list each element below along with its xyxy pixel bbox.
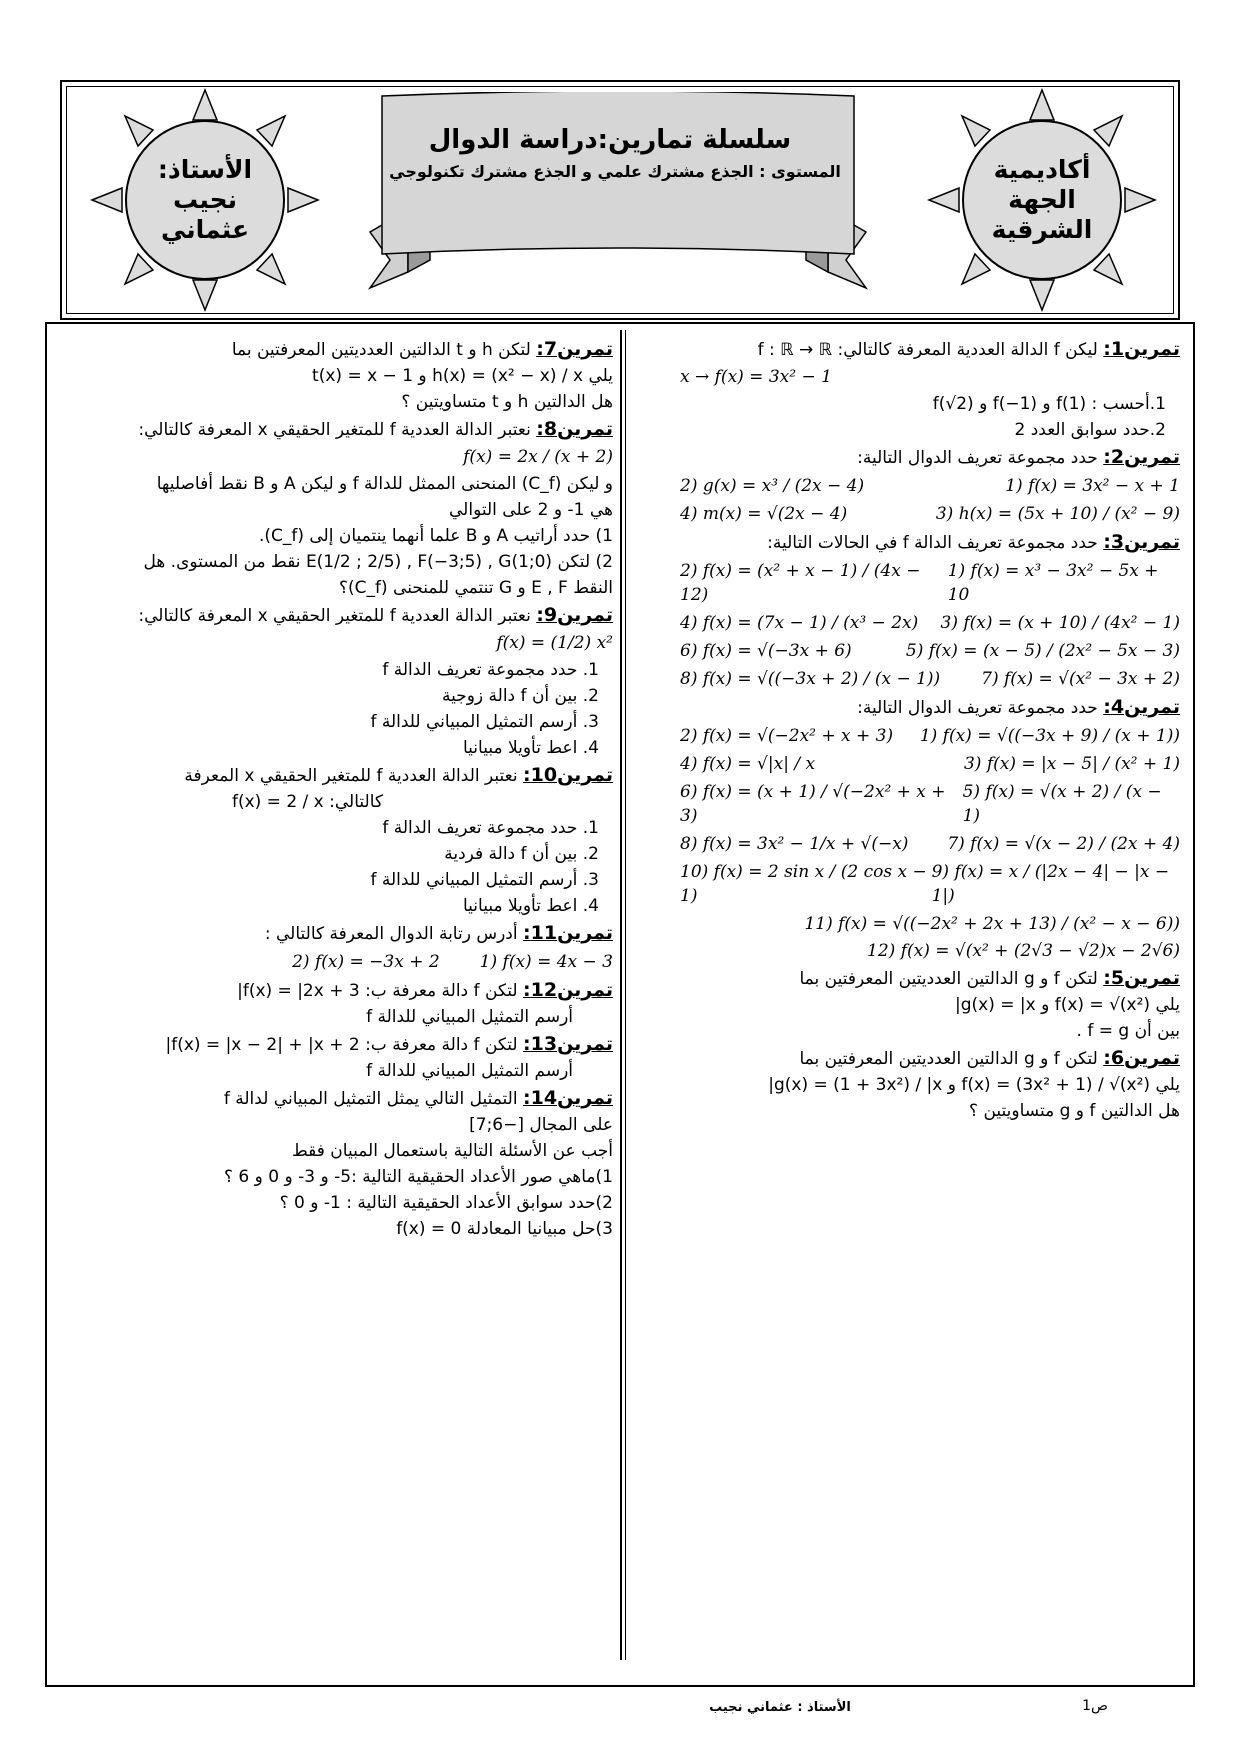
math-cell: 2) f(x) = √(−2x² + x + 3) xyxy=(680,726,894,746)
exercise-7 xyxy=(58,337,613,414)
question-item: 1)ماهي صور الأعداد الحقيقية التالية :5- و 3- و 0 و 6 ؟ xyxy=(223,1167,613,1187)
question-item: 1) حدد أراتيب A و B علما أنهما ينتميان إلى (C_f). xyxy=(258,526,613,546)
math-row xyxy=(680,832,1180,856)
exercise-text: ليكن f الدالة العددية المعرفة كالتالي: f : ℝ → ℝ xyxy=(757,340,1098,360)
scroll-banner xyxy=(368,92,868,292)
exercise-text: لتكن f و g الدالتين العدديتين المعرفتين بما xyxy=(799,969,1098,989)
question-item: 2.حدد سوابق العدد 2 xyxy=(1014,420,1166,440)
exercise-text: يلي h(x) = (x² − x) / x و t(x) = x − 1 xyxy=(312,366,613,386)
page-number: ص1 xyxy=(1082,1698,1108,1714)
math-cell: 7) f(x) = √(x − 2) / (2x + 4) xyxy=(947,834,1180,854)
academy-badge-line-1: أكاديمية xyxy=(993,155,1091,184)
left-column xyxy=(58,335,613,1244)
footer-teacher: الأستاذ : عثماني نجيب xyxy=(709,1700,851,1715)
math-cell: 5) f(x) = (x − 5) / (2x² − 5x − 3) xyxy=(905,641,1180,661)
question-item: 3. أرسم التمثيل المبياني للدالة f xyxy=(370,870,599,890)
exercise-title: تمرين1: xyxy=(1103,338,1180,360)
exercise-3 xyxy=(680,530,1180,691)
academy-badge-line-3: الشرقية xyxy=(991,215,1093,244)
exercise-text: حدد مجموعة تعريف الدالة f في الحالات التالية: xyxy=(767,533,1098,553)
math-cell: 5) f(x) = √(x + 2) / (x − 1) xyxy=(962,782,1162,826)
question-item: 2. بين أن f دالة فردية xyxy=(444,844,599,864)
column-divider xyxy=(620,330,622,1660)
exercise-title: تمرين5: xyxy=(1103,967,1180,989)
math-cell: 3) f(x) = (x + 10) / (4x² − 1) xyxy=(940,613,1180,633)
math-line: f(x) = 2x / (x + 2) xyxy=(463,447,613,467)
exercise-1 xyxy=(680,337,1180,442)
math-row xyxy=(680,780,1180,828)
exercise-text: أرسم التمثيل المبياني للدالة f xyxy=(366,1061,573,1081)
math-cell: 7) f(x) = √(x² − 3x + 2) xyxy=(981,669,1180,689)
exercise-text: بين أن f = g . xyxy=(1076,1021,1180,1041)
exercise-text: حدد مجموعة تعريف الدوال التالية: xyxy=(857,448,1098,468)
math-cell: 1) f(x) = x³ − 3x² − 5x + 10 xyxy=(947,561,1159,605)
exercise-text: لتكن f دالة معرفة ب: f(x) = |2x + 3| xyxy=(237,981,518,1001)
exercise-text: نعتبر الدالة العددية f للمتغير الحقيقي x المعرفة كالتالي: xyxy=(138,606,531,626)
exercise-title: تمرين11: xyxy=(523,922,613,944)
exercise-text: لتكن f دالة معرفة ب: f(x) = |x − 2| + |x + 2| xyxy=(165,1035,518,1055)
question-item: 1. حدد مجموعة تعريف الدالة f xyxy=(382,818,599,838)
exercise-5 xyxy=(680,966,1180,1043)
exercise-4 xyxy=(680,695,1180,963)
math-cell: 4) m(x) = √(2x − 4) xyxy=(680,504,848,524)
math-cell: 4) f(x) = √|x| / x xyxy=(680,754,816,774)
question-item: 3. أرسم التمثيل المبياني للدالة f xyxy=(370,712,599,732)
question-item: النقط E , F و G تنتمي للمنحنى (C_f)؟ xyxy=(338,578,613,598)
exercise-text: كالتالي: f(x) = 2 / x xyxy=(231,792,383,812)
math-cell: 1) f(x) = 3x² − x + 1 xyxy=(1005,476,1180,496)
question-item: 4. اعط تأويلا مبيانيا xyxy=(462,896,599,916)
math-cell: 8) f(x) = √((−3x + 2) / (x − 1)) xyxy=(680,669,941,689)
teacher-badge xyxy=(125,120,285,280)
exercise-title: تمرين3: xyxy=(1103,531,1180,553)
exercise-title: تمرين6: xyxy=(1103,1047,1180,1069)
exercise-text: نعتبر الدالة العددية f للمتغير الحقيقي x المعرفة xyxy=(184,766,518,786)
right-column xyxy=(680,335,1180,1126)
math-cell: 4) f(x) = (7x − 1) / (x³ − 2x) xyxy=(680,613,919,633)
question-item: 2. بين أن f دالة زوجية xyxy=(441,686,599,706)
exercise-text: حدد مجموعة تعريف الدوال التالية: xyxy=(857,698,1098,718)
exercise-title: تمرين8: xyxy=(536,418,613,440)
exercise-text: هل الدالتين h و t متساويتين ؟ xyxy=(401,392,613,412)
math-row xyxy=(680,639,1180,663)
math-cell: 3) h(x) = (5x + 10) / (x² − 9) xyxy=(935,504,1180,524)
math-cell: 2) f(x) = (x² + x − 1) / (4x − 12) xyxy=(680,561,921,605)
math-row xyxy=(680,752,1180,776)
teacher-badge-line-1: الأستاذ: xyxy=(157,155,253,184)
exercise-text: يلي f(x) = (3x² + 1) / √(x²) و g(x) = (1 + 3x²) / |x| xyxy=(768,1075,1180,1095)
exercise-title: تمرين12: xyxy=(523,979,613,1001)
column-divider-inner xyxy=(625,330,626,1660)
math-row xyxy=(680,860,1180,908)
exercise-13 xyxy=(58,1032,613,1083)
math-line: 11) f(x) = √((−2x² + 2x + 13) / (x² − x − 6)) xyxy=(804,914,1180,934)
exercise-text: التمثيل التالي يمثل التمثيل المبياني لدالة f xyxy=(223,1089,518,1109)
exercise-14 xyxy=(58,1086,613,1241)
question-item: هي 1- و 2 على التوالي xyxy=(449,500,613,520)
math-row xyxy=(680,474,1180,498)
question-item: 2) لتكن E(1/2 ; 2/5) , F(−3;5) , G(1;0) نقط من المستوى. هل xyxy=(143,552,613,572)
exercise-text: لتكن f و g الدالتين العدديتين المعرفتين بما xyxy=(799,1049,1098,1069)
level-subtitle: المستوى : الجذع مشترك علمي و الجذع مشترك تكنولوجي xyxy=(389,162,841,181)
exercise-text: أرسم التمثيل المبياني للدالة f xyxy=(366,1007,573,1027)
question-item: و ليكن (C_f) المنحنى الممثل للدالة f و ليكن A و B نقط أفاصليها xyxy=(156,474,613,494)
exercise-text: أدرس رتابة الدوال المعرفة كالتالي : xyxy=(264,924,518,944)
question-item: 2)حدد سوابق الأعداد الحقيقية التالية : 1- و 0 ؟ xyxy=(279,1193,613,1213)
academy-badge xyxy=(962,120,1122,280)
math-row xyxy=(58,950,613,974)
exercise-title: تمرين13: xyxy=(523,1033,613,1055)
teacher-badge-line-2: نجيب xyxy=(172,185,238,214)
exercise-12 xyxy=(58,978,613,1029)
exercise-2 xyxy=(680,445,1180,526)
math-cell: 9) f(x) = x / (|2x − 4| − |x − 1|) xyxy=(931,862,1170,906)
exercise-9 xyxy=(58,603,613,760)
math-row xyxy=(680,724,1180,748)
exercise-title: تمرين14: xyxy=(523,1087,613,1109)
math-row xyxy=(680,667,1180,691)
exercise-text: على المجال [−6;7] xyxy=(469,1115,613,1135)
exercise-10 xyxy=(58,763,613,918)
exercise-title: تمرين9: xyxy=(536,604,613,626)
academy-badge-line-2: الجهة xyxy=(1008,185,1076,214)
question-item: 4. اعط تأويلا مبيانيا xyxy=(462,738,599,758)
series-title: سلسلة تمارين:دراسة الدوال xyxy=(428,125,792,155)
exercise-title: تمرين4: xyxy=(1103,696,1180,718)
exercise-title: تمرين2: xyxy=(1103,446,1180,468)
math-line: 12) f(x) = √(x² + (2√3 − √2)x − 2√6) xyxy=(867,941,1180,961)
math-line: x → f(x) = 3x² − 1 xyxy=(680,367,832,387)
math-cell: 1) f(x) = 4x − 3 xyxy=(479,952,613,972)
exercise-6 xyxy=(680,1046,1180,1123)
exercise-title: تمرين7: xyxy=(536,338,613,360)
math-cell: 8) f(x) = 3x² − 1/x + √(−x) xyxy=(680,834,909,854)
math-row xyxy=(680,559,1180,607)
math-cell: 3) f(x) = |x − 5| / (x² + 1) xyxy=(963,754,1180,774)
exercise-text: هل الدالتين f و g متساويتين ؟ xyxy=(969,1101,1180,1121)
exercise-text: يلي f(x) = √(x²) و g(x) = |x| xyxy=(954,995,1180,1015)
math-cell: 10) f(x) = 2 sin x / (2 cos x − 1) xyxy=(680,862,927,906)
math-cell: 2) f(x) = −3x + 2 xyxy=(292,952,440,972)
exercise-title: تمرين10: xyxy=(523,764,613,786)
question-item: 3)حل مبيانيا المعادلة f(x) = 0 xyxy=(396,1219,613,1239)
math-row xyxy=(680,611,1180,635)
math-cell: 1) f(x) = √((−3x + 9) / (x + 1)) xyxy=(919,726,1180,746)
math-row xyxy=(680,502,1180,526)
math-line: f(x) = (1/2) x² xyxy=(496,633,613,653)
question-item: 1.أحسب : f(1) و f(−1) و f(√2) xyxy=(932,394,1166,414)
math-cell: 6) f(x) = √(−3x + 6) xyxy=(680,641,852,661)
question-item: 1. حدد مجموعة تعريف الدالة f xyxy=(382,660,599,680)
exercise-8 xyxy=(58,417,613,600)
exercise-text: لتكن h و t الدالتين العدديتين المعرفتين بما xyxy=(231,340,531,360)
exercise-text: أجب عن الأسئلة التالية باستعمال المبيان فقط xyxy=(292,1141,613,1161)
teacher-badge-line-3: عثماني xyxy=(160,215,250,244)
exercise-11 xyxy=(58,921,613,974)
math-cell: 2) g(x) = x³ / (2x − 4) xyxy=(680,476,865,496)
math-cell: 6) f(x) = (x + 1) / √(−2x² + x + 3) xyxy=(680,782,946,826)
exercise-text: نعتبر الدالة العددية f للمتغير الحقيقي x المعرفة كالتالي: xyxy=(138,420,531,440)
